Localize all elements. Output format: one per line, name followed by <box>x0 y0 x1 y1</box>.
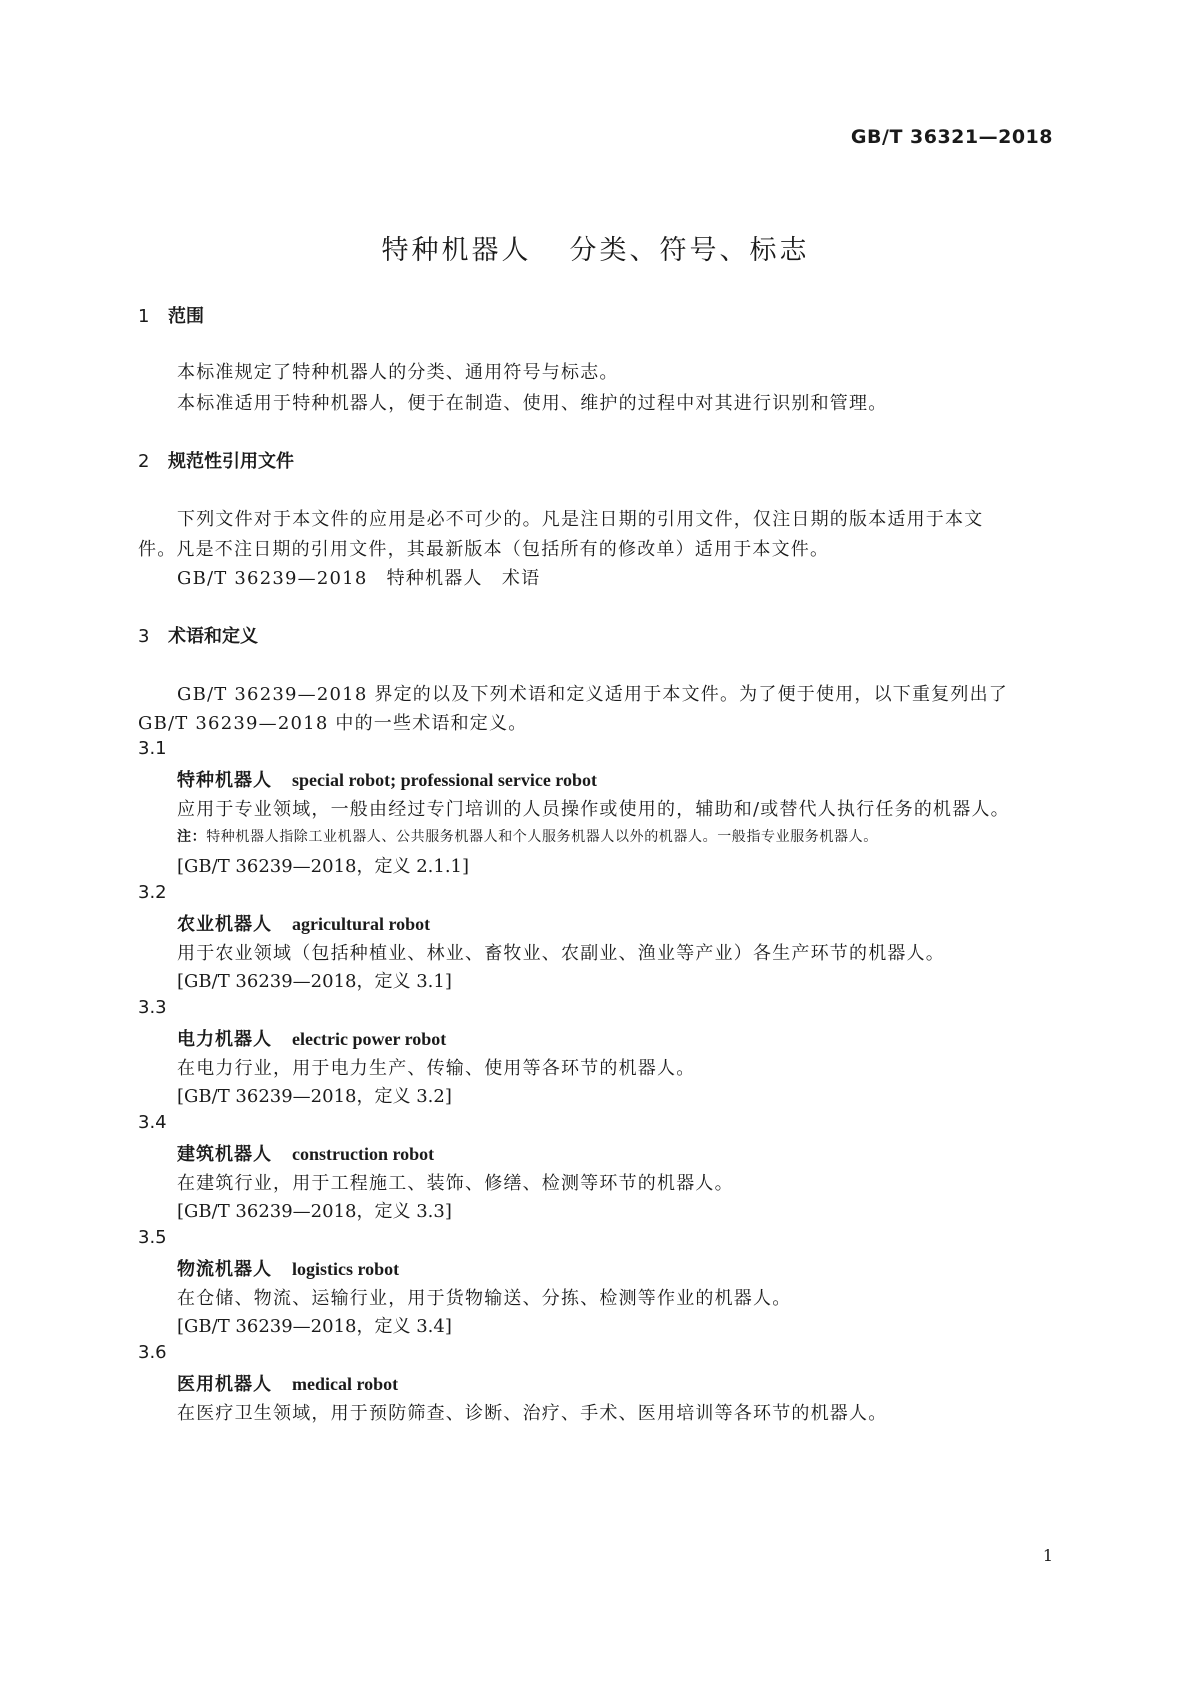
term-chinese: 电力机器人 <box>177 1029 272 1050</box>
term-source: [GB/T 36239—2018，定义 3.1] <box>177 971 452 992</box>
normative-reference: GB/T 36239—2018 特种机器人 术语 <box>177 568 541 589</box>
section-number: 2 <box>138 451 150 472</box>
term-definition: 在电力行业，用于电力生产、传输、使用等各环节的机器人。 <box>177 1058 696 1079</box>
term-english: logistics robot <box>292 1259 400 1279</box>
note-text: 特种机器人指除工业机器人、公共服务机器人和个人服务机器人以外的机器人。一般指专业服务机器人。 <box>206 829 878 845</box>
term-english: construction robot <box>292 1144 435 1164</box>
term-heading <box>177 1255 399 1281</box>
section-2-paragraph-line-1: 下列文件对于本文件的应用是必不可少的。凡是注日期的引用文件，仅注日期的版本适用于本文 <box>177 509 984 530</box>
term-chinese: 物流机器人 <box>177 1259 272 1280</box>
term-source: [GB/T 36239—2018，定义 3.3] <box>177 1201 452 1222</box>
term-chinese: 医用机器人 <box>177 1374 272 1395</box>
term-english: agricultural robot <box>292 914 431 934</box>
section-3-paragraph-line-2: GB/T 36239—2018 中的一些术语和定义。 <box>138 713 528 734</box>
term-number: 3.4 <box>138 1112 167 1133</box>
title-part-2: 分类、符号、标志 <box>569 235 810 266</box>
section-1-heading <box>138 302 204 328</box>
term-number: 3.2 <box>138 882 167 903</box>
term-source: [GB/T 36239—2018，定义 2.1.1] <box>177 856 470 877</box>
term-heading <box>177 910 430 936</box>
section-number: 3 <box>138 626 150 647</box>
term-chinese: 建筑机器人 <box>177 1144 272 1165</box>
term-heading <box>177 1025 446 1051</box>
section-title: 规范性引用文件 <box>168 451 294 472</box>
term-english: medical robot <box>292 1374 399 1394</box>
section-1-paragraph-1: 本标准规定了特种机器人的分类、通用符号与标志。 <box>177 362 619 383</box>
section-2-paragraph-line-2: 件。凡是不注日期的引用文件，其最新版本（包括所有的修改单）适用于本文件。 <box>138 539 830 560</box>
term-number: 3.1 <box>138 738 167 759</box>
note-label: 注： <box>177 829 207 845</box>
term-note <box>177 826 878 846</box>
section-2-heading <box>138 447 294 473</box>
term-definition: 在仓储、物流、运输行业，用于货物输送、分拣、检测等作业的机器人。 <box>177 1288 792 1309</box>
term-heading <box>177 766 597 792</box>
term-number: 3.5 <box>138 1227 167 1248</box>
term-number: 3.3 <box>138 997 167 1018</box>
term-source: [GB/T 36239—2018，定义 3.2] <box>177 1086 452 1107</box>
term-heading <box>177 1370 398 1396</box>
standard-code: GB/T 36321—2018 <box>850 126 1053 148</box>
term-english: electric power robot <box>292 1029 447 1049</box>
section-title: 范围 <box>168 306 204 327</box>
term-definition: 应用于专业领域，一般由经过专门培训的人员操作或使用的，辅助和/或替代人执行任务的机器人。 <box>177 799 1010 820</box>
term-definition: 在医疗卫生领域，用于预防筛查、诊断、治疗、手术、医用培训等各环节的机器人。 <box>177 1403 888 1424</box>
section-number: 1 <box>138 306 150 327</box>
term-chinese: 农业机器人 <box>177 914 272 935</box>
term-number: 3.6 <box>138 1342 167 1363</box>
term-english: special robot; professional service robot <box>292 770 597 790</box>
title-part-1: 特种机器人 <box>381 235 532 266</box>
document-title <box>0 228 1191 267</box>
term-source: [GB/T 36239—2018，定义 3.4] <box>177 1316 452 1337</box>
term-definition: 用于农业领域（包括种植业、林业、畜牧业、农副业、渔业等产业）各生产环节的机器人。 <box>177 943 945 964</box>
section-1-paragraph-2: 本标准适用于特种机器人，便于在制造、使用、维护的过程中对其进行识别和管理。 <box>177 393 888 414</box>
term-heading <box>177 1140 434 1166</box>
section-3-heading <box>138 622 258 648</box>
section-title: 术语和定义 <box>168 626 258 647</box>
page-number: 1 <box>1042 1546 1053 1565</box>
term-chinese: 特种机器人 <box>177 770 272 791</box>
section-3-paragraph-line-1: GB/T 36239—2018 界定的以及下列术语和定义适用于本文件。为了便于使用，以下重复列出了 <box>177 684 1008 705</box>
term-definition: 在建筑行业，用于工程施工、装饰、修缮、检测等环节的机器人。 <box>177 1173 734 1194</box>
